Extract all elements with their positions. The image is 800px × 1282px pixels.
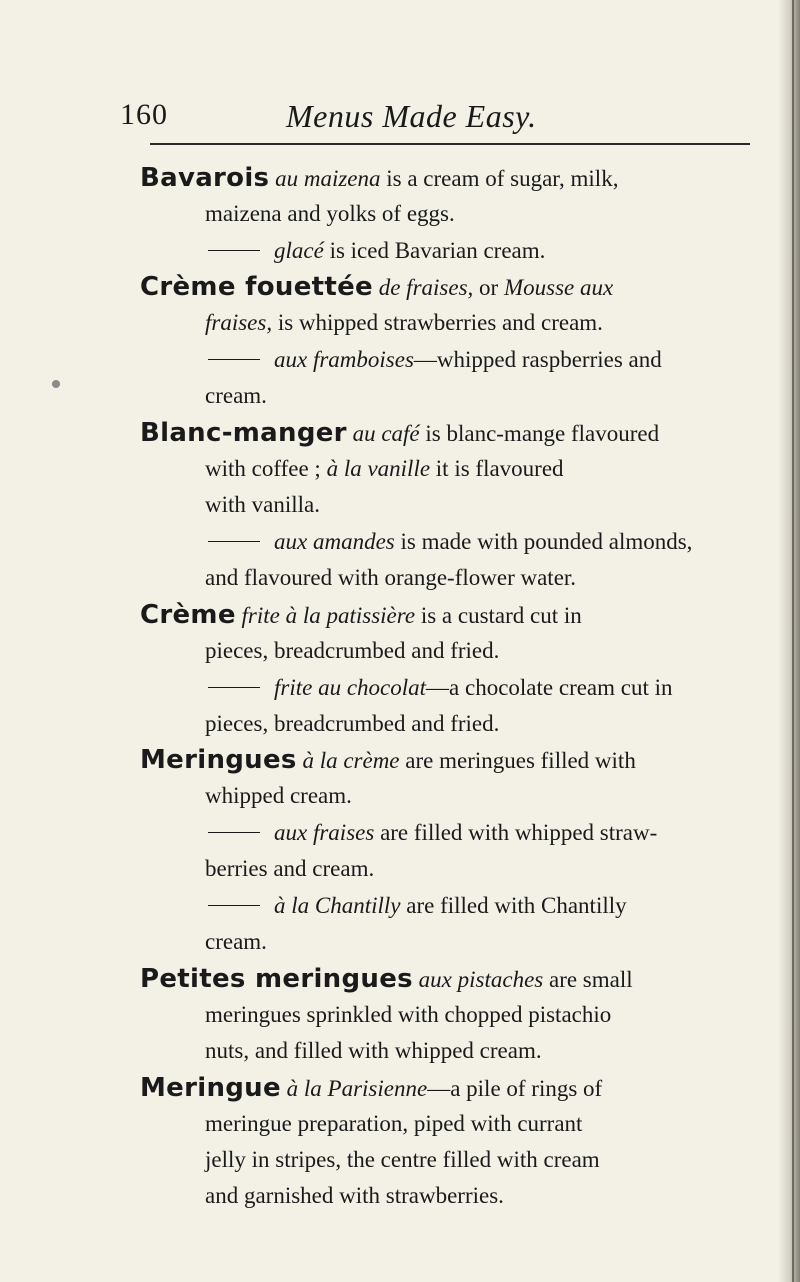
ditto-dash xyxy=(208,905,260,906)
entry-heading: Blanc-manger xyxy=(140,417,347,448)
recipe-entry xyxy=(140,269,760,341)
entry-text: are filled with Chantilly xyxy=(400,893,627,918)
page-number: 160 xyxy=(120,98,168,131)
recipe-entry xyxy=(140,961,760,1069)
entry-text: —a pile of rings of xyxy=(427,1076,603,1101)
entry-line xyxy=(140,160,760,196)
sub-entry xyxy=(140,524,760,596)
italic-term: à la Parisienne xyxy=(286,1076,428,1101)
binding-edge-line xyxy=(792,0,794,1282)
recipe-entry xyxy=(140,415,760,523)
book-title: Menus Made Easy. xyxy=(286,98,537,134)
entry-text: —whipped raspberries and xyxy=(413,347,662,372)
entry-heading: Bavarois xyxy=(140,163,270,193)
italic-term: frite à la patissière xyxy=(241,602,416,628)
sub-entry xyxy=(140,670,760,742)
entry-text: nuts, and filled with whipped cream. xyxy=(205,1037,542,1063)
entry-line xyxy=(140,451,760,487)
italic-term: glacé xyxy=(274,237,324,263)
entry-heading: Crème xyxy=(140,599,236,630)
entry-heading: Meringue xyxy=(140,1073,281,1103)
entry-line xyxy=(140,961,760,997)
ditto-dash xyxy=(208,359,260,360)
entry-text: is a cream of sugar, milk, xyxy=(380,166,619,191)
italic-term: aux amandes xyxy=(274,529,395,554)
entry-line xyxy=(140,378,760,414)
entry-line xyxy=(140,742,760,778)
recipe-entry xyxy=(140,742,760,814)
entry-line xyxy=(140,1070,760,1106)
italic-term: de fraises, xyxy=(378,275,474,301)
italic-term: frite au chocolat xyxy=(274,674,427,700)
entry-line xyxy=(140,342,760,378)
ditto-dash xyxy=(208,687,260,688)
entry-line xyxy=(140,1033,760,1069)
entry-line xyxy=(140,888,760,924)
italic-term: à la Chantilly xyxy=(274,893,401,918)
entry-line xyxy=(140,524,760,560)
entry-line xyxy=(140,597,760,633)
entry-text: maizena and yolks of eggs. xyxy=(205,201,455,226)
italic-term: à la crème xyxy=(302,748,400,774)
binding-edge-shadow xyxy=(778,0,800,1282)
entry-text: cream. xyxy=(205,929,267,954)
entry-text: meringues sprinkled with chopped pistachio xyxy=(205,1001,612,1027)
italic-term: au maizena xyxy=(275,166,381,191)
entry-text: are filled with whipped straw- xyxy=(374,820,658,846)
entry-line xyxy=(140,269,760,305)
italic-term: aux framboises xyxy=(274,347,414,372)
entry-text: —a chocolate cream cut in xyxy=(426,674,673,700)
entry-text: it is flavoured xyxy=(430,455,564,481)
entry-text: and flavoured with orange-flower water. xyxy=(205,565,577,590)
running-head xyxy=(120,98,760,142)
entry-line xyxy=(140,233,760,269)
entry-line xyxy=(140,1178,760,1214)
entry-heading: Petites meringues xyxy=(140,963,413,994)
entry-text: and garnished with strawberries. xyxy=(205,1183,504,1208)
entry-line xyxy=(140,1106,760,1142)
ditto-dash xyxy=(208,832,260,833)
italic-term: fraises, xyxy=(205,310,273,336)
entry-text: berries and cream. xyxy=(205,856,375,882)
sub-entry xyxy=(140,888,760,960)
entry-line xyxy=(140,633,760,669)
sub-entry xyxy=(140,233,760,269)
header-rule xyxy=(150,143,750,145)
italic-term: Mousse aux xyxy=(503,275,614,301)
italic-term: aux pistaches xyxy=(418,966,544,992)
recipe-entry xyxy=(140,1070,760,1214)
entry-line xyxy=(140,1142,760,1178)
entry-text: meringue preparation, piped with currant xyxy=(205,1111,583,1136)
entry-line xyxy=(140,560,760,596)
entry-line xyxy=(140,415,760,451)
ditto-dash xyxy=(208,541,260,542)
entry-line xyxy=(140,997,760,1033)
entry-line xyxy=(140,778,760,814)
italic-term: à la vanille xyxy=(326,455,431,481)
recipe-entry xyxy=(140,597,760,669)
entry-text: is blanc-mange flavoured xyxy=(419,420,660,446)
italic-term: aux fraises xyxy=(274,820,375,846)
entry-line xyxy=(140,670,760,706)
sub-entry xyxy=(140,815,760,887)
entry-text: is whipped strawberries and cream. xyxy=(272,310,603,336)
entry-line xyxy=(140,305,760,341)
ditto-dash xyxy=(208,250,260,251)
entry-line xyxy=(140,196,760,232)
entry-line xyxy=(140,815,760,851)
entry-text: with coffee ; xyxy=(205,455,327,481)
entry-line xyxy=(140,851,760,887)
entry-text: whipped cream. xyxy=(205,783,352,809)
entry-text: pieces, breadcrumbed and fried. xyxy=(205,710,500,736)
entry-text: jelly in stripes, the centre filled with cream xyxy=(205,1147,600,1172)
italic-term: au café xyxy=(352,420,420,446)
entry-line xyxy=(140,706,760,742)
entry-text: is iced Bavarian cream. xyxy=(323,237,546,263)
entry-heading: Crème fouettée xyxy=(140,272,373,303)
entry-text: is made with pounded almonds, xyxy=(394,529,693,554)
entry-text: pieces, breadcrumbed and fried. xyxy=(205,637,500,663)
entry-text: with vanilla. xyxy=(205,491,320,517)
entry-text: is a custard cut in xyxy=(415,602,582,628)
entry-line xyxy=(140,487,760,523)
paper-blemish xyxy=(52,380,60,388)
entry-line xyxy=(140,924,760,960)
entry-text: are small xyxy=(543,966,633,992)
entry-text: cream. xyxy=(205,383,267,408)
recipe-entry xyxy=(140,160,760,232)
entry-heading: Meringues xyxy=(140,745,297,776)
sub-entry xyxy=(140,342,760,414)
entry-text: or xyxy=(473,275,504,301)
entry-text: are meringues filled with xyxy=(399,748,636,774)
